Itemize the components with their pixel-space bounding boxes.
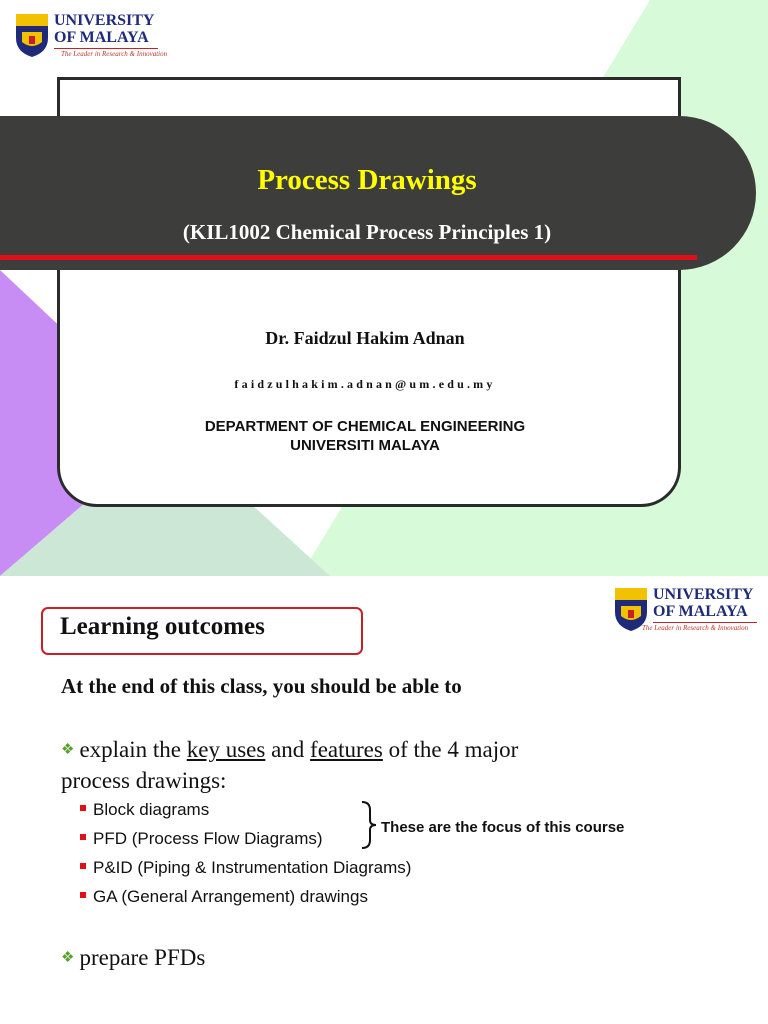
right-brace-icon: [359, 800, 379, 850]
focus-note: These are the focus of this course: [381, 819, 625, 836]
square-bullet-icon: [80, 892, 86, 898]
list-item: [80, 858, 411, 878]
item-label: Block diagrams: [93, 800, 210, 819]
intro-text: At the end of this class, you should be able to: [61, 674, 462, 698]
crest-icon: [14, 12, 50, 58]
item-label: P&ID (Piping & Instrumentation Diagrams): [93, 858, 412, 877]
university-logo: [613, 586, 763, 636]
banner-red-line: [0, 255, 697, 260]
bullet2-text: prepare PFDs: [79, 945, 206, 970]
logo-line1: UNIVERSITY: [54, 12, 155, 29]
slide-title: Process Drawings: [257, 164, 477, 196]
logo-line2: OF MALAYA: [653, 603, 748, 620]
department-line2: UNIVERSITI MALAYA: [290, 437, 440, 454]
bullet-explain: [61, 736, 518, 795]
slide-heading: Learning outcomes: [60, 613, 265, 640]
department: [0, 417, 730, 455]
department-line1: DEPARTMENT OF CHEMICAL ENGINEERING: [204, 418, 526, 435]
learning-outcomes-slide: [0, 576, 768, 1024]
logo-line1: UNIVERSITY: [653, 586, 754, 603]
logo-tagline: The Leader in Research & Innovation: [61, 50, 168, 58]
logo-tagline: The Leader in Research & Innovation: [642, 624, 749, 632]
logo-divider: [653, 622, 757, 623]
slide-subtitle: (KIL1002 Chemical Process Principles 1): [182, 220, 552, 244]
square-bullet-icon: [80, 863, 86, 869]
square-bullet-icon: [80, 834, 86, 840]
list-item: [80, 800, 209, 820]
diamond-bullet-icon: ❖: [61, 950, 75, 966]
logo-divider: [54, 48, 158, 49]
item-label: GA (General Arrangement) drawings: [93, 887, 368, 906]
bullet1-text-pre: explain the: [79, 737, 187, 762]
author-email: faidzulhakim.adnan@um.edu.my: [234, 377, 496, 391]
bullet1-text-mid: and: [265, 737, 311, 762]
university-logo: [14, 12, 168, 62]
bullet-prepare: [61, 944, 205, 975]
diamond-bullet-icon: ❖: [61, 742, 75, 758]
bullet1-key-uses: key uses: [186, 737, 266, 762]
author-name: Dr. Faidzul Hakim Adnan: [265, 328, 465, 348]
logo-line2: OF MALAYA: [54, 29, 149, 46]
bullet1-line2: process drawings:: [61, 768, 227, 793]
list-item: [80, 829, 323, 849]
list-item: [80, 887, 368, 907]
square-bullet-icon: [80, 805, 86, 811]
bullet1-text-post: of the 4 major: [382, 737, 519, 762]
item-label: PFD (Process Flow Diagrams): [93, 829, 323, 848]
bullet1-features: features: [310, 737, 383, 762]
